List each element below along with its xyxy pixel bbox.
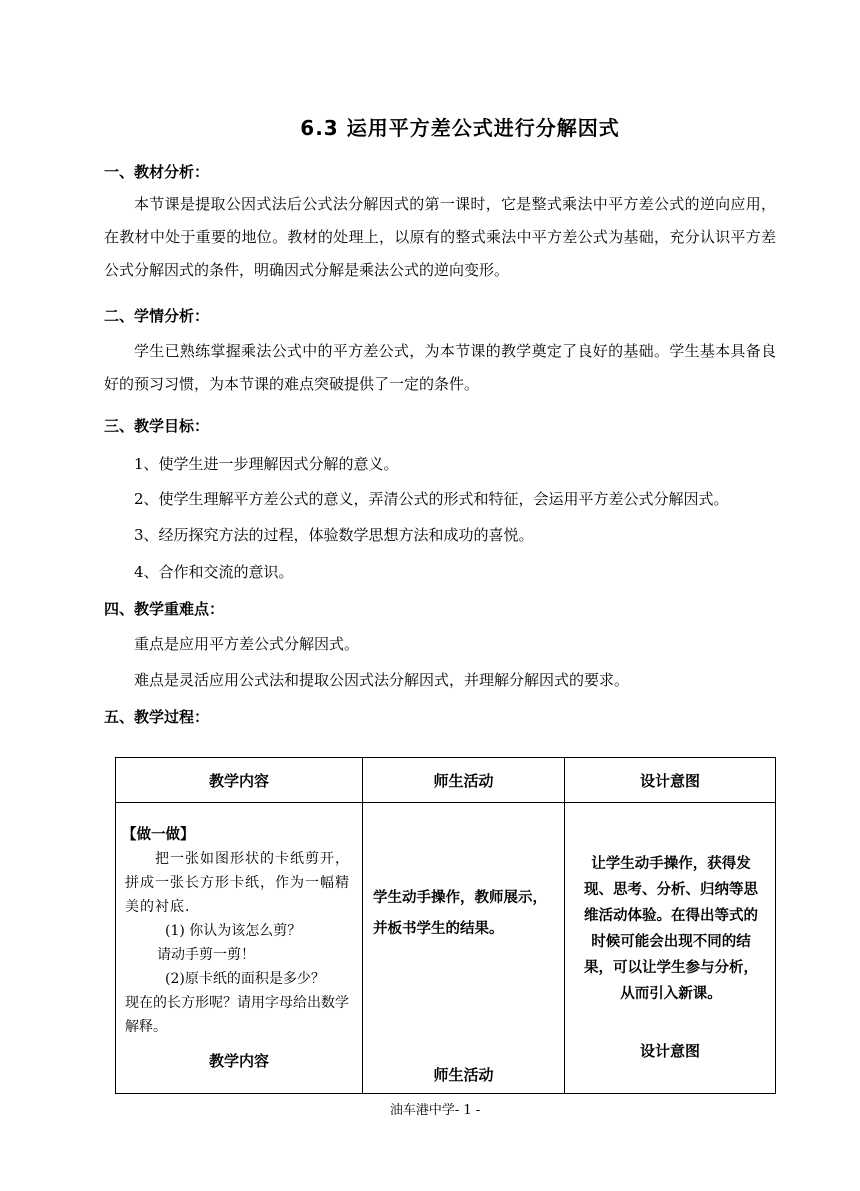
goal-item: 4、合作和交流的意识。 — [134, 563, 294, 581]
question-one-prompt: 请动手剪一剪！ — [157, 947, 255, 963]
textbook-analysis-paragraph: 本节课是提取公因式法后公式法分解因式的第一课时，它是整式乘法中平方差公式的逆向应用，在教材中处于重要的地位。教材的处理上，以原有的整式乘法中平方差公式为基础，充分认识平方差公式分解因式的条件，明确因式分解是乘法公式的逆向变形。 — [104, 195, 776, 279]
section-heading-textbook-analysis: 一、教材分析： — [104, 163, 210, 181]
section-heading-teaching-goals: 三、教学目标： — [104, 417, 210, 435]
activity-instruction: 把一张如图形状的卡纸剪开，拼成一张长方形卡纸，作为一幅精美的衬底. — [125, 851, 350, 915]
question-two-prompt: 现在的长方形呢？请用字母给出数学解释。 — [125, 995, 349, 1035]
question-two: (2)原卡纸的面积是多少？ — [165, 971, 325, 987]
page-footer: 油车港中学- 1 - — [389, 1103, 481, 1118]
section-heading-key-points: 四、教学重难点： — [104, 600, 225, 618]
header-teacher-student-activity: 师生活动 — [363, 758, 565, 803]
question-one: (1) 你认为该怎么剪？ — [165, 923, 302, 939]
table-header-row — [116, 758, 776, 803]
repeated-header-intent: 设计意图 — [639, 1042, 700, 1060]
intent-cell — [565, 803, 776, 1094]
student-analysis-paragraph: 学生已熟练掌握乘法公式中的平方差公式，为本节课的教学奠定了良好的基础。学生基本具备良好的预习习惯，为本节课的难点突破提供了一定的条件。 — [104, 342, 776, 393]
teaching-process-table — [115, 757, 776, 1094]
difficulty-item: 难点是灵活应用公式法和提取公因式法分解因式，并理解分解因式的要求。 — [134, 671, 630, 689]
page-title: 6.3 运用平方差公式进行分解因式 — [300, 116, 620, 140]
activity-cell — [363, 803, 565, 1094]
goal-item: 1、使学生进一步理解因式分解的意义。 — [134, 455, 399, 473]
activity-text: 学生动手操作，教师展示，并板书学生的结果。 — [373, 890, 547, 937]
table-row — [116, 803, 776, 1094]
repeated-header-activity: 师生活动 — [433, 1066, 494, 1084]
goal-item: 3、经历探究方法的过程，体验数学思想方法和成功的喜悦。 — [134, 526, 534, 544]
activity-tag: 【做一做】 — [122, 827, 195, 843]
key-point-item: 重点是应用平方差公式分解因式。 — [134, 635, 360, 653]
intent-text: 让学生动手操作，获得发现、思考、分析、归纳等思维活动体验。在得出等式的时候可能会出现不同的结果，可以让学生参与分析，从而引入新课。 — [584, 856, 758, 1002]
repeated-header-teaching-content: 教学内容 — [208, 1052, 269, 1070]
goal-item: 2、使学生理解平方差公式的意义，弄清公式的形式和特征，会运用平方差公式分解因式。 — [134, 490, 729, 508]
header-design-intent: 设计意图 — [565, 758, 776, 803]
section-heading-student-analysis: 二、学情分析： — [104, 307, 210, 325]
section-heading-teaching-process: 五、教学过程： — [104, 708, 210, 726]
content-cell — [116, 803, 363, 1094]
header-teaching-content: 教学内容 — [116, 758, 363, 803]
